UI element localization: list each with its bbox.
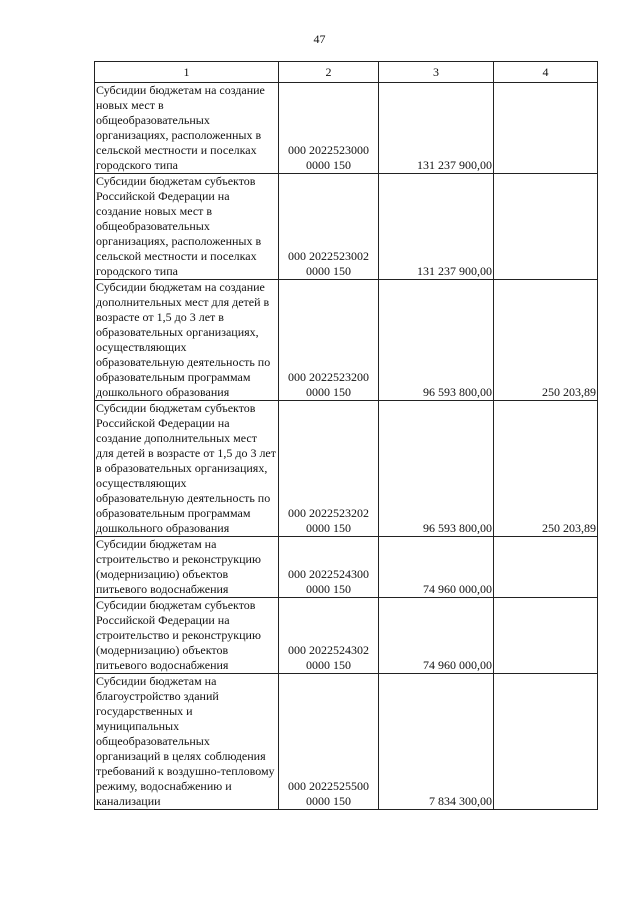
row-amount-col3: 131 237 900,00 (379, 174, 494, 280)
table-row (95, 674, 598, 810)
table-row (95, 537, 598, 598)
row-name: Субсидии бюджетам субъектов Российской Федерации на создание новых мест в общеобразовательных организациях, расположенных в сельской местности и поселках городского типа (95, 174, 279, 280)
row-name: Субсидии бюджетам на создание новых мест в общеобразовательных организациях, расположенных в сельской местности и поселках городского типа (95, 83, 279, 174)
table-header (95, 62, 598, 83)
row-name: Субсидии бюджетам на благоустройство зданий государственных и муниципальных общеобразовательных организаций в целях соблюдения требований к воздушно-тепловому режиму, водоснабжению и канализации (95, 674, 279, 810)
row-name: Субсидии бюджетам субъектов Российской Федерации на строительство и реконструкцию (модернизацию) объектов питьевого водоснабжения (95, 598, 279, 674)
row-amount-col4 (494, 174, 598, 280)
row-code: 000 2022523202 0000 150 (279, 401, 379, 537)
table-row (95, 280, 598, 401)
row-amount-col4 (494, 674, 598, 810)
header-row (95, 62, 598, 83)
row-amount-col4 (494, 598, 598, 674)
column-header-1: 1 (95, 62, 279, 83)
column-header-4: 4 (494, 62, 598, 83)
row-code: 000 2022523000 0000 150 (279, 83, 379, 174)
table-body (95, 83, 598, 810)
row-amount-col4: 250 203,89 (494, 280, 598, 401)
row-amount-col3: 96 593 800,00 (379, 401, 494, 537)
row-code: 000 2022525500 0000 150 (279, 674, 379, 810)
row-amount-col3: 7 834 300,00 (379, 674, 494, 810)
table-row (95, 174, 598, 280)
row-amount-col3: 131 237 900,00 (379, 83, 494, 174)
row-name: Субсидии бюджетам на строительство и реконструкцию (модернизацию) объектов питьевого водоснабжения (95, 537, 279, 598)
page-number: 47 (313, 32, 326, 46)
row-amount-col4 (494, 537, 598, 598)
row-amount-col4: 250 203,89 (494, 401, 598, 537)
row-amount-col3: 74 960 000,00 (379, 537, 494, 598)
row-code: 000 2022523200 0000 150 (279, 280, 379, 401)
row-amount-col3: 96 593 800,00 (379, 280, 494, 401)
row-name: Субсидии бюджетам на создание дополнительных мест для детей в возрасте от 1,5 до 3 лет в образовательных организациях, осуществляющих образовательную деятельность по образовательным программам дошкольного образования (95, 280, 279, 401)
budget-table (94, 61, 598, 810)
row-amount-col4 (494, 83, 598, 174)
row-code: 000 2022524302 0000 150 (279, 598, 379, 674)
column-header-2: 2 (279, 62, 379, 83)
row-code: 000 2022523002 0000 150 (279, 174, 379, 280)
column-header-3: 3 (379, 62, 494, 83)
row-name: Субсидии бюджетам субъектов Российской Федерации на создание дополнительных мест для детей в возрасте от 1,5 до 3 лет в образовательных организациях, осуществляющих образовательную деятельность по образовательным программам дошкольного образования (95, 401, 279, 537)
table-row (95, 83, 598, 174)
table-row (95, 598, 598, 674)
table-row (95, 401, 598, 537)
row-amount-col3: 74 960 000,00 (379, 598, 494, 674)
row-code: 000 2022524300 0000 150 (279, 537, 379, 598)
